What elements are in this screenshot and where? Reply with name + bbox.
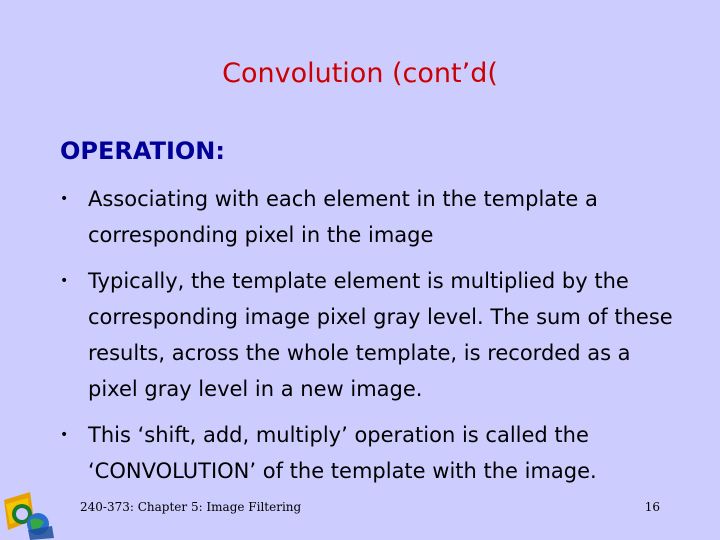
section-heading: OPERATION: bbox=[60, 137, 225, 165]
bullet-text: Associating with each element in the template a corresponding pixel in the image bbox=[88, 187, 598, 247]
bullet-item bbox=[60, 181, 680, 253]
slide-title: Convolution (cont’d( bbox=[222, 58, 498, 89]
bullet-item bbox=[60, 263, 680, 407]
bullet-dot-icon: • bbox=[60, 191, 69, 207]
bullet-text: This ‘shift, add, multiply’ operation is called the ‘CONVOLUTION’ of the template with the image. bbox=[88, 423, 597, 483]
bullet-item bbox=[60, 417, 680, 489]
bullet-list bbox=[60, 181, 680, 499]
page-number: 16 bbox=[644, 500, 660, 514]
bullet-text: Typically, the template element is multiplied by the corresponding image pixel gray level. The sum of these results, across the whole template, is recorded as a pixel gray level in a new image. bbox=[88, 269, 673, 401]
bullet-dot-icon: • bbox=[60, 427, 69, 443]
footer-course-label: 240-373: Chapter 5: Image Filtering bbox=[80, 500, 302, 514]
bullet-dot-icon: • bbox=[60, 273, 69, 289]
university-logo-icon bbox=[0, 490, 56, 540]
